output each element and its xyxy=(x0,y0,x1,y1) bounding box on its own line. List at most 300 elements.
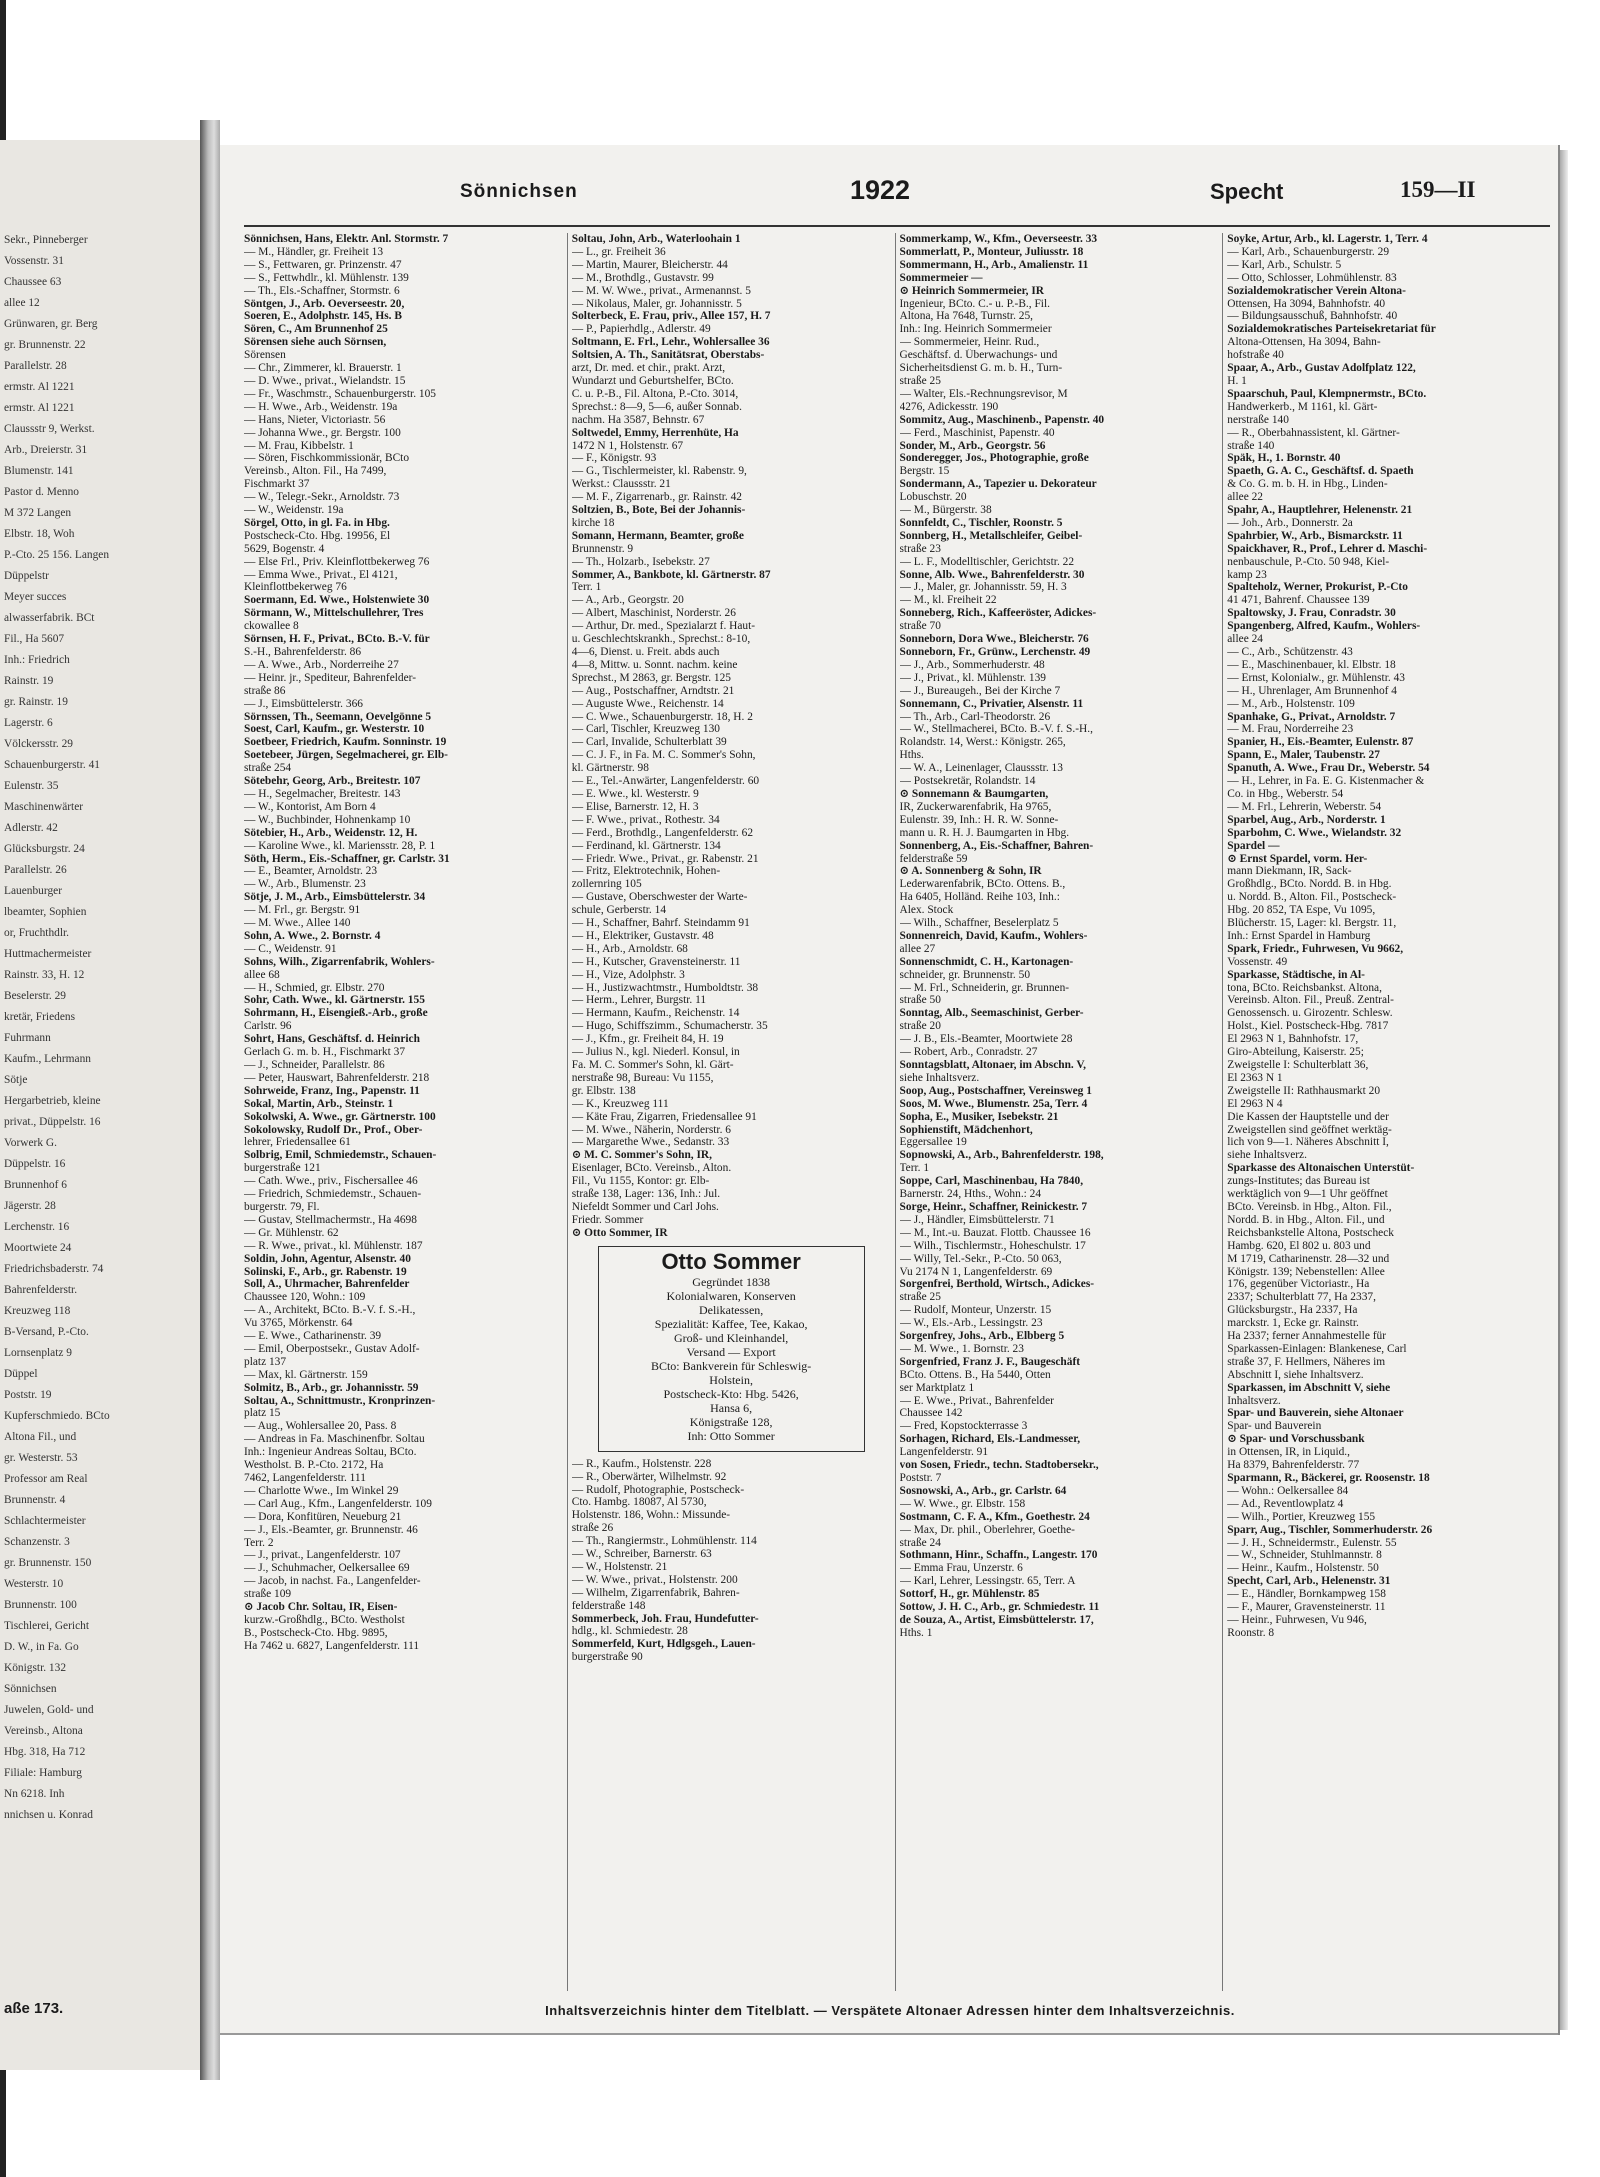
ad-line: Königstraße 128, xyxy=(689,1414,773,1429)
previous-page-line: P.-Cto. 25 156. Langen xyxy=(4,549,110,561)
directory-entry: C. u. P.-B., Fil. Altona, P.-Cto. 3014, xyxy=(571,387,739,400)
previous-page-line: Düppelstr xyxy=(4,570,49,582)
directory-entry: — Th., Arb., Carl-Theodorstr. 26 xyxy=(899,710,1051,723)
directory-entry: Sohrt, Hans, Geschäftsf. d. Heinrich xyxy=(244,1033,420,1046)
directory-entry: — R., Kaufm., Holstenstr. 228 xyxy=(571,1457,712,1470)
directory-entry: — M. Wwe., Näherin, Norderstr. 6 xyxy=(571,1123,731,1136)
previous-page-lines xyxy=(0,140,200,1826)
ad-line: Gegründet 1838 xyxy=(692,1274,770,1289)
directory-entry: — Auguste Wwe., Reichenstr. 14 xyxy=(571,697,724,710)
directory-entry: Sommerfeld, Kurt, Hdlgsgeh., Lauen- xyxy=(571,1638,756,1651)
previous-page-footer: aße 173. xyxy=(4,2000,64,2017)
previous-page-line: Beselerstr. 29 xyxy=(4,990,67,1002)
directory-entry: — M. Wwe., 1. Bornstr. 23 xyxy=(899,1342,1024,1355)
directory-entry: allee 24 xyxy=(1227,633,1263,646)
directory-entry: Sommer, A., Bankbote, kl. Gärtnerstr. 87 xyxy=(571,568,771,581)
directory-entry: El 2363 N 1 xyxy=(1227,1071,1283,1084)
directory-entry: 176, gegenüber Victoriastr., Ha xyxy=(1227,1278,1370,1291)
previous-page-line: Adlerstr. 42 xyxy=(4,822,58,834)
directory-entry: Spanhake, G., Privat., Arnoldstr. 7 xyxy=(1227,710,1396,723)
directory-entry: Spann, E., Maler, Taubenstr. 27 xyxy=(1227,749,1380,762)
directory-entry: Reichsbankstelle Altona, Postscheck xyxy=(1227,1226,1394,1239)
previous-page-line: Maschinenwärter xyxy=(4,801,84,813)
directory-entry: Sonnberg, H., Metallschleifer, Geibel- xyxy=(899,529,1083,542)
previous-page-line: M 372 Langen xyxy=(4,507,72,519)
directory-entry: — Ferd., Maschinist, Papenstr. 40 xyxy=(899,426,1055,439)
directory-entry: Soll, A., Uhrmacher, Bahrenfelder xyxy=(244,1278,410,1291)
ad-line: Groß- und Kleinhandel, xyxy=(673,1330,789,1345)
previous-page-line: Blumenstr. 141 xyxy=(4,465,74,477)
directory-entry: burgerstraße 90 xyxy=(571,1651,643,1664)
ad-title: Otto Sommer xyxy=(661,1248,801,1274)
directory-entry: Sötje, J. M., Arb., Eimsbüttelerstr. 34 xyxy=(244,891,426,904)
directory-entry: — E., Maschinenbauer, kl. Elbstr. 18 xyxy=(1227,658,1396,671)
previous-page-line: Sekr., Pinneberger xyxy=(4,234,88,246)
directory-entry: Spaar, A., Arb., Gustav Adolfplatz 122, xyxy=(1227,362,1416,375)
directory-entry: nerstraße 140 xyxy=(1227,413,1289,426)
directory-entry: Soltwedel, Emmy, Herrenhüte, Ha xyxy=(571,426,739,439)
directory-entry: Soltmann, E. Frl., Lehr., Wohlersallee 36 xyxy=(571,336,770,349)
directory-entry: kl. Gärtnerstr. 98 xyxy=(571,762,649,775)
previous-page-line: Tischlerei, Gericht xyxy=(4,1620,89,1632)
directory-entry: — Karl, Arb., Schauenburgerstr. 29 xyxy=(1227,245,1390,258)
directory-entry: — Fred, Kopstockterrasse 3 xyxy=(899,1420,1028,1433)
directory-entry: Zweigstelle II: Rathhausmarkt 20 xyxy=(1227,1084,1381,1097)
page-header xyxy=(260,175,1530,215)
directory-entry: IR, Zuckerwarenfabrik, Ha 9765, xyxy=(899,800,1052,813)
previous-page-line: Bahrenfelderstr. xyxy=(4,1284,78,1296)
directory-entry: — W., Telegr.-Sekr., Arnoldstr. 73 xyxy=(244,491,400,504)
directory-entry: Sondermann, A., Tapezier u. Dekorateur xyxy=(899,478,1097,491)
directory-entry: Sohr, Cath. Wwe., kl. Gärtnerstr. 155 xyxy=(244,994,425,1007)
directory-entry: Sommerbeck, Joh. Frau, Hundefutter- xyxy=(571,1612,759,1625)
directory-entry: — E. Wwe., Catharinenstr. 39 xyxy=(244,1330,382,1343)
previous-page-line: gr. Rainstr. 19 xyxy=(4,696,68,708)
directory-entry: — H., Vize, Adolphstr. 3 xyxy=(571,968,685,981)
directory-entry: Bergstr. 15 xyxy=(899,465,950,478)
previous-page-line: B-Versand, P.-Cto. xyxy=(4,1326,89,1338)
directory-entry: Soest, Carl, Kaufm., gr. Westerstr. 10 xyxy=(244,723,425,736)
directory-entry: Cto. Hambg. 18087, Al 5730, xyxy=(571,1496,707,1509)
directory-entry: Roonstr. 8 xyxy=(1227,1626,1275,1639)
directory-entry: in Ottensen, IR, in Liquid., xyxy=(1227,1446,1351,1459)
directory-entry: — C., Arb., Schützenstr. 43 xyxy=(1227,646,1353,658)
directory-entry: Sonder, M., Arb., Georgstr. 56 xyxy=(899,439,1046,452)
directory-entry: — R. Wwe., privat., kl. Mühlenstr. 187 xyxy=(244,1239,423,1252)
directory-entry: allee 22 xyxy=(1227,491,1263,504)
directory-entry: felderstraße 59 xyxy=(899,852,968,865)
directory-entry: — Walter, Els.-Rechnungsrevisor, M xyxy=(899,387,1068,400)
directory-entry: — M. Wwe., Allee 140 xyxy=(244,917,351,930)
directory-entry: mann Diekmann, IR, Sack- xyxy=(1227,865,1352,878)
previous-page-line: ermstr. Al 1221 xyxy=(4,381,75,393)
directory-entry: Sparkassen-Einlagen: Blankenese, Carl xyxy=(1227,1342,1407,1355)
directory-entry: — E. Wwe., Privat., Bahrenfelder xyxy=(899,1394,1054,1407)
directory-entry: — Rudolf, Monteur, Unzerstr. 15 xyxy=(899,1304,1052,1317)
directory-entry: — F., Königstr. 93 xyxy=(571,452,657,465)
previous-page-line: Düppel xyxy=(4,1368,38,1380)
directory-entry: Sparmann, R., Bäckerei, gr. Roosenstr. 18 xyxy=(1227,1472,1430,1484)
directory-entry: Spar- und Bauverein xyxy=(1227,1420,1322,1433)
ad-line: Spezialität: Kaffee, Tee, Kakao, xyxy=(654,1316,808,1331)
previous-page-line: Kaufm., Lehrmann xyxy=(4,1053,91,1065)
directory-entry: Holstenstr. 186, Wohn.: Missunde- xyxy=(571,1509,731,1522)
directory-entry: — Margarethe Wwe., Sedanstr. 33 xyxy=(571,1136,730,1149)
directory-entry: — A. Wwe., Arb., Norderreihe 27 xyxy=(244,658,399,671)
directory-entry: — Carl, Invalide, Schulterblatt 39 xyxy=(571,736,727,749)
directory-entry: Sosnowski, A., Arb., gr. Carlstr. 64 xyxy=(899,1484,1067,1497)
directory-entry: 41 471, Bahrenf. Chaussee 139 xyxy=(1227,594,1370,607)
directory-entry: Westholst. B. P.-Cto. 2172, Ha xyxy=(244,1459,384,1472)
directory-entry: — Hans, Nieter, Victoriastr. 56 xyxy=(244,413,386,426)
directory-entry: — F. Wwe., privat., Rothestr. 34 xyxy=(571,813,720,826)
directory-entry: Inhaltsverz. xyxy=(1227,1394,1281,1407)
directory-entry: — J. H., Schneidermstr., Eulenstr. 55 xyxy=(1227,1536,1397,1549)
previous-page-line: Schanzenstr. 3 xyxy=(4,1536,70,1548)
directory-entry: Sörnsen, H. F., Privat., BCto. B.-V. für xyxy=(244,633,430,646)
directory-entry: 4—6, Dienst. u. Freit. abds auch xyxy=(571,646,720,658)
previous-page-line: Jägerstr. 28 xyxy=(4,1200,56,1212)
directory-entry: — J., Els.-Beamter, gr. Brunnenstr. 46 xyxy=(244,1523,418,1536)
directory-entry: Soermann, Ed. Wwe., Holstenwiete 30 xyxy=(244,594,430,607)
directory-entry: BCto. Vereinsb. in Hbg., Alton. Fil., xyxy=(1227,1200,1392,1213)
directory-entry: Sparkasse des Altonaischen Unterstüt- xyxy=(1227,1162,1415,1175)
directory-entry: Somann, Hermann, Beamter, große xyxy=(571,529,744,542)
previous-page-line: Fil., Ha 5607 xyxy=(4,633,65,645)
directory-entry: Geschäftsf. d. Überwachungs- und xyxy=(899,349,1058,362)
directory-entry: — Carl Aug., Kfm., Langenfelderstr. 109 xyxy=(244,1497,432,1510)
directory-entry: — K., Kreuzweg 111 xyxy=(571,1097,669,1110)
previous-page-line: Hergarbetrieb, kleine xyxy=(4,1095,101,1107)
directory-entry: — H., Schmied, gr. Elbstr. 270 xyxy=(244,981,385,994)
directory-entry: — Andreas in Fa. Maschinenfbr. Soltau xyxy=(244,1433,425,1446)
directory-entry: Fil., Vu 1155, Kontor: gr. Elb- xyxy=(571,1175,710,1188)
directory-entry: — W., Weidenstr. 19a xyxy=(244,504,344,517)
directory-entry: — E., Händler, Bornkampweg 158 xyxy=(1227,1588,1386,1601)
previous-page-line: Schlachtermeister xyxy=(4,1515,86,1527)
directory-entry: — J., Kfm., gr. Freiheit 84, H. 19 xyxy=(571,1033,724,1046)
directory-entry: kurzw.-Großhdlg., BCto. Westholst xyxy=(244,1613,405,1626)
directory-entry: Sokolowsky, Rudolf Dr., Prof., Ober- xyxy=(244,1123,423,1136)
directory-entry: Vossenstr. 49 xyxy=(1227,955,1288,968)
previous-page-line: Brunnenhof 6 xyxy=(4,1179,67,1191)
directory-entry: — Chr., Zimmerer, kl. Brauerstr. 1 xyxy=(244,362,402,375)
directory-entry: Glücksburgstr., Ha 2337, Ha xyxy=(1227,1304,1358,1317)
directory-entry: Ha 2337; ferner Annahmestelle für xyxy=(1227,1330,1387,1343)
directory-entry: Spahrbier, W., Arb., Bismarckstr. 11 xyxy=(1227,529,1403,542)
directory-entry: werktäglich von 9—1 Uhr geöffnet xyxy=(1227,1188,1388,1201)
directory-entry: straße 140 xyxy=(1227,439,1275,452)
directory-entry: — Heinr. jr., Spediteur, Bahrenfelder- xyxy=(244,671,417,684)
directory-entry: — Jacob, in nachst. Fa., Langenfelder- xyxy=(244,1575,421,1588)
directory-page xyxy=(220,145,1560,2035)
directory-entry: u. Geschlechtskrankh., Sprechst.: 8-10, xyxy=(571,633,751,646)
directory-entry: straße 50 xyxy=(899,994,941,1007)
directory-entry: straße 109 xyxy=(244,1588,292,1601)
directory-entry: — Max, Dr. phil., Oberlehrer, Goethe- xyxy=(899,1523,1075,1536)
previous-page-line: nnichsen u. Konrad xyxy=(4,1809,93,1821)
directory-entry: — L. F., Modelltischler, Gerichtstr. 22 xyxy=(899,555,1075,568)
directory-entry: Ottensen, Ha 3094, Bahnhofstr. 40 xyxy=(1227,297,1386,310)
directory-entry: Holst., Kiel. Postscheck-Hbg. 7817 xyxy=(1227,1020,1389,1033)
directory-entry: — Th., Holzarb., Isebekstr. 27 xyxy=(571,555,710,568)
directory-entry: Rolandstr. 14, Werst.: Königstr. 265, xyxy=(899,736,1066,749)
previous-page-line: Vossenstr. 31 xyxy=(4,255,64,267)
directory-entry: Soltzien, B., Bote, Bei der Johannis- xyxy=(571,504,746,517)
directory-entry: BCto. Ottens. B., Ha 5440, Otten xyxy=(899,1368,1051,1381)
page-edge xyxy=(1560,150,1568,2030)
directory-entry: Sommerkamp, W., Kfm., Oeverseestr. 33 xyxy=(899,233,1098,245)
directory-entry: — J., Händler, Eimsbüttelerstr. 71 xyxy=(899,1213,1055,1226)
directory-entry: kamp 23 xyxy=(1227,568,1267,581)
directory-entry: Sonderegger, Jos., Photographie, große xyxy=(899,452,1089,465)
directory-entry: — W. A., Leinenlager, Claussstr. 13 xyxy=(899,762,1063,775)
ad-line: Versand — Export xyxy=(686,1344,776,1359)
directory-entry: Sommermann, H., Arb., Amalienstr. 11 xyxy=(899,258,1089,271)
directory-entry: Sorgenfrei, Berthold, Wirtsch., Adickes- xyxy=(899,1278,1095,1291)
advertisement-box xyxy=(598,1246,865,1452)
directory-entry: Zweigstellen sind geöffnet werktäg- xyxy=(1227,1123,1392,1136)
directory-entry: Vu 2174 N 1, Langenfelderstr. 69 xyxy=(899,1265,1053,1278)
directory-entry: platz 137 xyxy=(244,1355,287,1368)
directory-entry: — M. Frau, Norderreihe 23 xyxy=(1227,723,1354,736)
directory-entry: — J., Schneider, Parallelstr. 86 xyxy=(244,1059,385,1071)
directory-entry: Spanier, H., Eis.-Beamter, Eulenstr. 87 xyxy=(1227,736,1414,749)
column-4 xyxy=(1223,233,1550,1991)
directory-entry: — Hugo, Schiffszimm., Schumacherstr. 35 xyxy=(571,1020,768,1033)
directory-entry: Spardel — xyxy=(1227,839,1280,852)
directory-entry: — J., Eimsbüttelerstr. 366 xyxy=(244,697,363,710)
previous-page-line: Sötje xyxy=(4,1074,28,1086)
previous-page-line: Lagerstr. 6 xyxy=(4,717,53,729)
directory-entry: Nordd. B. in Hbg., Alton. Fil., und xyxy=(1227,1213,1385,1226)
directory-entry: Altona-Ottensen, Ha 3094, Bahn- xyxy=(1227,336,1381,349)
directory-entry: nenbauschule, P.-Cto. 50 948, Kiel- xyxy=(1227,555,1390,568)
directory-entry: Postscheck-Cto. Hbg. 19956, El xyxy=(244,529,391,542)
directory-entry: — W., Holstenstr. 21 xyxy=(571,1560,668,1573)
previous-page-fragment xyxy=(0,140,201,2070)
directory-entry: — R., Oberbahnassistent, kl. Gärtner- xyxy=(1227,426,1400,439)
previous-page-line: Brunnenstr. 4 xyxy=(4,1494,66,1506)
directory-entry: — Friedrich, Schmiedemstr., Schauen- xyxy=(244,1188,422,1201)
directory-entry: Poststr. 7 xyxy=(899,1472,942,1484)
directory-entry: Die Kassen der Hauptstelle und der xyxy=(1227,1110,1389,1123)
previous-page-line: Elbstr. 18, Woh xyxy=(4,528,75,540)
directory-entry: — H., Arb., Arnoldstr. 68 xyxy=(571,942,688,955)
directory-entry: — Carl, Tischler, Kreuzweg 130 xyxy=(571,723,720,736)
directory-entry: — E., Tel.-Anwärter, Langenfelderstr. 60 xyxy=(571,775,760,788)
directory-entry: — Wohn.: Oelkersallee 84 xyxy=(1227,1484,1349,1497)
directory-entry: 4276, Adickesstr. 190 xyxy=(899,400,999,413)
previous-page-line: Eulenstr. 35 xyxy=(4,780,59,792)
previous-page-line: Filiale: Hamburg xyxy=(4,1767,82,1779)
directory-entry: Lederwarenfabrik, BCto. Ottens. B., xyxy=(899,878,1066,891)
directory-entry: Sonneborn, Dora Wwe., Bleicherstr. 76 xyxy=(899,633,1089,646)
previous-page-line: Moortwiete 24 xyxy=(4,1242,72,1254)
directory-entry: Späk, H., 1. Bornstr. 40 xyxy=(1227,452,1341,465)
directory-entry: — H. Wwe., Arb., Weidenstr. 19a xyxy=(244,400,398,413)
directory-entry: — Gustave, Oberschwester der Warte- xyxy=(571,891,748,904)
previous-page-line: Lauenburger xyxy=(4,885,62,897)
previous-page-line: Vereinsb., Altona xyxy=(4,1725,83,1737)
directory-entry: kirche 18 xyxy=(571,516,615,529)
ad-line: Postscheck-Kto: Hbg. 5426, xyxy=(663,1386,799,1401)
directory-entry: Werkst.: Claussstr. 21 xyxy=(571,478,671,491)
directory-entry: Sörgel, Otto, in gl. Fa. in Hbg. xyxy=(244,516,390,529)
directory-entry: Soltsien, A. Th., Sanitätsrat, Oberstabs- xyxy=(571,349,765,362)
page-number: 159—II xyxy=(1400,177,1476,202)
directory-entry: — J., Arb., Sommerhuderstr. 48 xyxy=(899,658,1045,671)
directory-entry: Genossensch. u. Girozentr. Schlesw. xyxy=(1227,1007,1393,1020)
directory-entry: Eggersallee 19 xyxy=(899,1136,967,1149)
directory-entry: — A., Arb., Georgstr. 20 xyxy=(571,594,684,607)
directory-entry: ⊙ Sonnemann & Baumgarten, xyxy=(899,787,1049,800)
directory-entry: — Albert, Maschinist, Norderstr. 26 xyxy=(571,607,736,620)
column-1 xyxy=(240,233,568,1991)
previous-page-line: allee 12 xyxy=(4,297,40,309)
directory-entry: Sokolwski, A. Wwe., gr. Gärtnerstr. 100 xyxy=(244,1110,436,1123)
directory-entry: — Elise, Barnerstr. 12, H. 3 xyxy=(571,800,699,813)
directory-entry: straße 25 xyxy=(899,374,941,387)
directory-entry: Sören, C., Am Brunnenhof 25 xyxy=(244,323,388,336)
directory-entry: Ha 7462 u. 6827, Langenfelderstr. 111 xyxy=(244,1639,420,1652)
directory-entry: Sicherheitsdienst G. m. b. H., Turn- xyxy=(899,362,1063,375)
directory-entry: — M., Int.-u. Bauzat. Flottb. Chaussee 16 xyxy=(899,1226,1091,1239)
directory-entry: straße 20 xyxy=(899,1020,941,1033)
directory-entry: — R., Oberwärter, Wilhelmstr. 92 xyxy=(571,1470,727,1483)
directory-entry: — A., Architekt, BCto. B.-V. f. S.-H., xyxy=(244,1304,416,1317)
directory-entry: — Willy, Tel.-Sekr., P.-Cto. 50 063, xyxy=(899,1252,1062,1265)
directory-entry: — Käte Frau, Zigarren, Friedensallee 91 xyxy=(571,1110,757,1123)
previous-page-line: Parallelstr. 26 xyxy=(4,864,67,876)
directory-entry: — Wilh., Portier, Kreuzweg 155 xyxy=(1227,1510,1376,1523)
previous-page-line: Vorwerk G. xyxy=(4,1137,57,1149)
directory-entry: straße 138, Lager: 136, Inh.: Jul. xyxy=(571,1188,721,1201)
directory-entry: M 1719, Catharinenstr. 28—32 und xyxy=(1227,1252,1390,1265)
directory-entry: Soltau, John, Arb., Waterloohain 1 xyxy=(571,233,741,245)
directory-entry: Blücherstr. 15, Lager: kl. Bergstr. 11, xyxy=(1227,917,1397,930)
directory-entry: — M. Frau, Kibbelstr. 1 xyxy=(244,439,354,452)
directory-entry: Sonneborn, Fr., Grünw., Lerchenstr. 49 xyxy=(899,646,1091,658)
directory-entry: El 2963 N 1, Bahnhofstr. 17, xyxy=(1227,1033,1359,1046)
directory-entry: — Karoline Wwe., kl. Mariensstr. 28, P. 1 xyxy=(244,839,436,852)
directory-entry: Niefeldt Sommer und Carl Johs. xyxy=(571,1200,719,1213)
directory-entry: tona, BCto. Reichsbankst. Altona, xyxy=(1227,981,1382,994)
ad-line: Inh: Otto Sommer xyxy=(687,1428,775,1443)
directory-entry: von Sosen, Friedr., techn. Stadtobersekr., xyxy=(899,1459,1099,1472)
previous-page-line: Poststr. 19 xyxy=(4,1389,52,1401)
directory-entry: Sonne, Alb. Wwe., Bahrenfelderstr. 30 xyxy=(899,568,1085,581)
directory-entry: — Th., Els.-Schaffner, Stormstr. 6 xyxy=(244,284,400,297)
directory-entry: allee 27 xyxy=(899,942,936,955)
directory-entry: Sorge, Heinr., Schaffner, Reinickestr. 7 xyxy=(899,1200,1088,1213)
directory-entry: Hths. 1 xyxy=(899,1626,933,1639)
directory-entry: Spanuth, A. Wwe., Frau Dr., Weberstr. 54 xyxy=(1227,762,1430,775)
directory-entry: 7462, Langenfelderstr. 111 xyxy=(244,1472,366,1484)
directory-entry: — Ernst, Kolonialw., gr. Mühlenstr. 43 xyxy=(1227,671,1405,684)
directory-entry: Ha 8379, Bahrenfelderstr. 77 xyxy=(1227,1459,1360,1472)
directory-entry: — W., Arb., Blumenstr. 23 xyxy=(244,878,366,891)
directory-entry: — Fr., Waschmstr., Schauenburgerstr. 105 xyxy=(244,387,436,400)
directory-entry: Königstr. 139; Nebenstellen: Allee xyxy=(1227,1265,1385,1278)
previous-page-line: gr. Brunnenstr. 22 xyxy=(4,339,86,351)
previous-page-line: privat., Düppelstr. 16 xyxy=(4,1116,101,1128)
directory-entry: — L., gr. Freiheit 36 xyxy=(571,245,666,258)
directory-entry: — Nikolaus, Maler, gr. Johannisstr. 5 xyxy=(571,297,742,310)
directory-entry: Brunnenstr. 9 xyxy=(571,542,634,555)
directory-entry: Sommermeier — xyxy=(899,271,983,284)
directory-entry: Sommitz, Aug., Maschinenb., Papenstr. 40 xyxy=(899,413,1105,426)
directory-entry: siehe Inhaltsverz. xyxy=(1227,1149,1307,1162)
directory-entry: Co. in Hbg., Weberstr. 54 xyxy=(1227,787,1344,800)
directory-entry: Inh.: Ing. Heinrich Sommermeier xyxy=(899,323,1052,336)
header-rule xyxy=(244,225,1550,227)
directory-entry: zungs-Institutes; das Bureau ist xyxy=(1227,1175,1370,1188)
directory-entry: ⊙ Jacob Chr. Soltau, IR, Eisen- xyxy=(244,1601,398,1614)
directory-entry: — Emil, Oberpostsekr., Gustav Adolf- xyxy=(244,1342,420,1355)
previous-page-line: Meyer succes xyxy=(4,591,67,603)
directory-entry: Wundarzt und Geburtshelfer, BCto. xyxy=(571,374,734,387)
directory-entry: — Joh., Arb., Donnerstr. 2a xyxy=(1227,516,1353,529)
directory-entry: — H., Elektriker, Gustavstr. 48 xyxy=(571,929,714,942)
directory-entry: straße 70 xyxy=(899,620,941,633)
directory-entry: — Wilh., Tischlermstr., Hoheschulstr. 17 xyxy=(899,1239,1086,1252)
directory-entry: siehe Inhaltsverz. xyxy=(899,1071,980,1084)
directory-entry: — Emma Wwe., Privat., El 4121, xyxy=(244,568,398,581)
directory-entry: — Wilhelm, Zigarrenfabrik, Bahren- xyxy=(571,1586,740,1599)
directory-entry: Sorgenfried, Franz J. F., Baugeschäft xyxy=(899,1355,1081,1368)
directory-entry: marckstr. 1, Ecke gr. Rainstr. xyxy=(1227,1317,1359,1330)
directory-entry: Soetebeer, Jürgen, Segelmacherei, gr. Elb- xyxy=(244,749,448,762)
previous-page-line: Kupferschmiedo. BCto xyxy=(4,1410,110,1422)
directory-entry: schule, Gerberstr. 14 xyxy=(571,904,667,917)
directory-entry: Sorgenfrey, Johs., Arb., Elbberg 5 xyxy=(899,1330,1065,1343)
directory-entry: — M. Frl., Lehrerin, Weberstr. 54 xyxy=(1227,800,1382,813)
directory-entry: Sörnssen, Th., Seemann, Oevelgönne 5 xyxy=(244,710,432,723)
directory-entry: straße 25 xyxy=(899,1291,941,1304)
directory-entry: burgerstr. 79, Fl. xyxy=(244,1200,320,1213)
directory-entry: Sparkassen, im Abschnitt V, siehe xyxy=(1227,1381,1391,1394)
directory-entry: — W., Buchbinder, Hohnenkamp 10 xyxy=(244,813,411,826)
directory-entry: — Arthur, Dr. med., Spezialarzt f. Haut- xyxy=(571,620,756,633)
directory-entry: — Charlotte Wwe., Im Winkel 29 xyxy=(244,1484,399,1497)
directory-entry: Hbg. 20 852, TA Espe, Vu 1095, xyxy=(1227,904,1376,917)
directory-entry: Sozialdemokratischer Verein Altona- xyxy=(1227,284,1406,297)
directory-entry: Alex. Stock xyxy=(899,904,954,917)
directory-entry: hdlg., kl. Schmiedestr. 28 xyxy=(571,1625,688,1638)
directory-entry: Sonnenberg, A., Eis.-Schaffner, Bahren- xyxy=(899,839,1094,852)
previous-page-line: Huttmachermeister xyxy=(4,948,92,960)
directory-entry: Sopnowski, A., Arb., Bahrenfelderstr. 198, xyxy=(899,1149,1104,1162)
directory-entry: Sparbohm, C. Wwe., Wielandstr. 32 xyxy=(1227,826,1402,839)
directory-entry: — J., Schuhmacher, Oelkersallee 69 xyxy=(244,1562,410,1575)
previous-page-line: gr. Westerstr. 53 xyxy=(4,1452,78,1464)
previous-page-line: Rainstr. 33, H. 12 xyxy=(4,969,85,981)
directory-entry: Soeren, E., Adolphstr. 145, Hs. B xyxy=(244,310,402,323)
directory-entry: Solmitz, B., Arb., gr. Johannisstr. 59 xyxy=(244,1381,419,1394)
directory-entry: Sophienstift, Mädchenhort, xyxy=(899,1123,1033,1136)
previous-page-line: kretär, Friedens xyxy=(4,1011,76,1023)
directory-entry: mann u. R. H. J. Baumgarten in Hbg. xyxy=(899,826,1070,839)
directory-entry: — W., Kontorist, Am Born 4 xyxy=(244,800,376,813)
directory-entry: — W. Wwe., gr. Elbstr. 158 xyxy=(899,1497,1026,1510)
previous-page-line: Grünwaren, gr. Berg xyxy=(4,318,98,330)
directory-entry: Terr. 1 xyxy=(899,1162,930,1175)
directory-entry: Söntgen, J., Arb. Oeverseestr. 20, xyxy=(244,297,405,310)
directory-entry: zollernring 105 xyxy=(571,878,642,891)
directory-entry: Sprechst.: 8—9, 5—6, außer Sonnab. xyxy=(571,400,742,413)
directory-entry: — J., Bureaugeh., Bei der Kirche 7 xyxy=(899,684,1061,697)
